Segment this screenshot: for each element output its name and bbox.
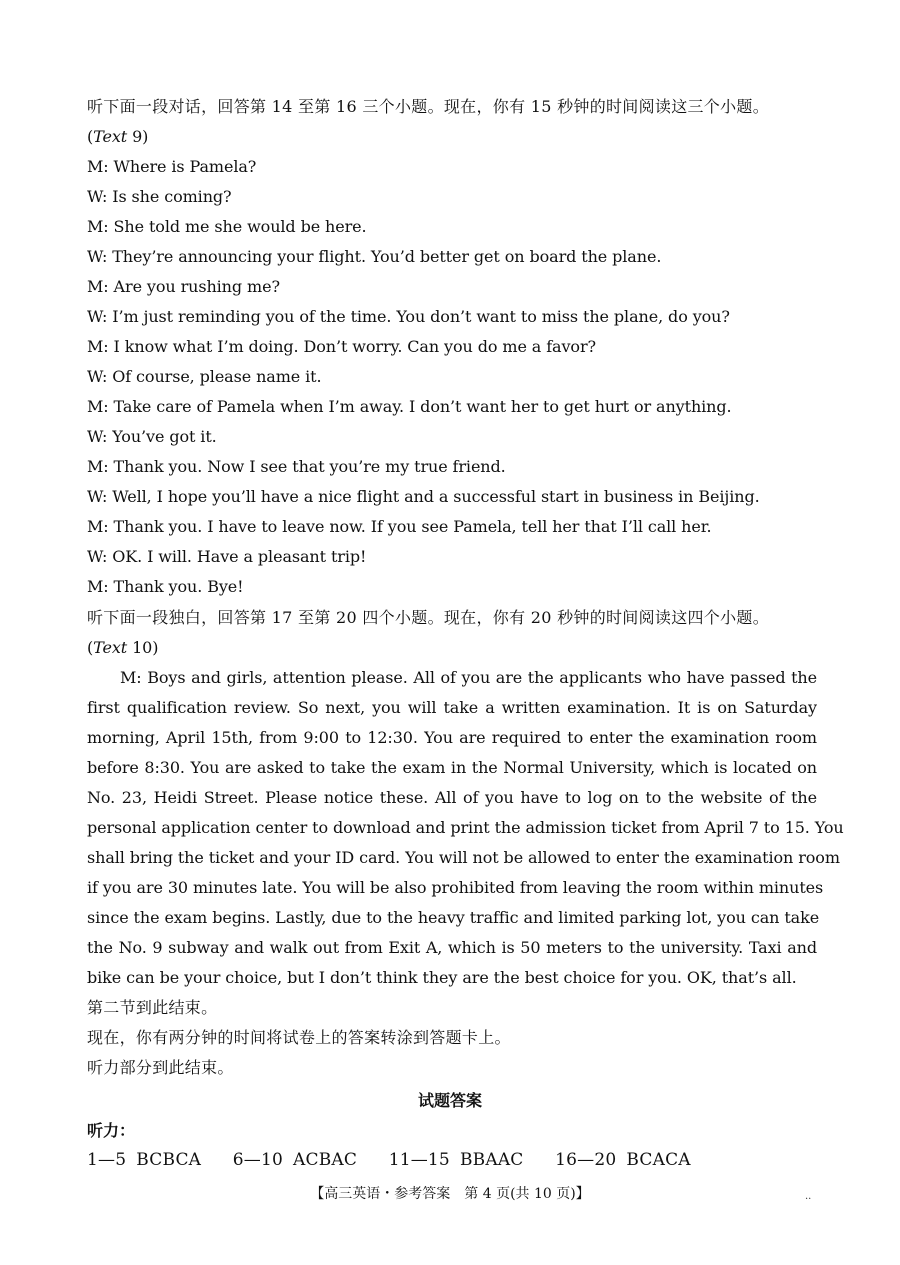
dialogue-line: M: I know what I’m doing. Don’t worry. Can you do me a favor? [87, 337, 596, 356]
dialogue-line: W: They’re announcing your flight. You’d better get on board the plane. [87, 247, 662, 266]
answers-title: 试题答案 [417, 1091, 482, 1110]
dialogue-line: W: You’ve got it. [87, 427, 217, 446]
answer-row [87, 1148, 701, 1172]
closing-line: 现在，你有两分钟的时间将试卷上的答案转涂到答题卡上。 [87, 1028, 511, 1047]
dialogue-line: M: Take care of Pamela when I’m away. I don’t want her to get hurt or anything. [87, 397, 732, 416]
text9-label: (Text 9) [87, 127, 149, 146]
listening-label: 听力： [87, 1121, 136, 1140]
monologue-line: first qualification review. So next, you will take a written examination. It is on Saturday [87, 698, 817, 717]
monologue-line: the No. 9 subway and walk out from Exit A, which is 50 meters to the university. Taxi and [87, 938, 817, 957]
text9-instruction: 听下面一段对话，回答第 14 至第 16 三个小题。现在，你有 15 秒钟的时间阅读这三个小题。 [87, 97, 769, 116]
dialogue-line: M: She told me she would be here. [87, 217, 367, 236]
monologue-line: if you are 30 minutes late. You will be also prohibited from leaving the room within minutes [87, 878, 824, 897]
corner-mark: .. [805, 1191, 812, 1202]
monologue-line: No. 23, Heidi Street. Please notice these. All of you have to log on to the website of the [87, 788, 817, 807]
text10-label: (Text 10) [87, 638, 159, 657]
monologue-line: before 8:30. You are asked to take the exam in the Normal University, which is located on [87, 758, 817, 777]
answer-value: ACBAC [293, 1150, 358, 1170]
page-footer: 【高三英语・参考答案 第 4 页(共 10 页)】 [310, 1186, 590, 1202]
answer-range: 6—10 [232, 1150, 284, 1170]
dialogue-line: W: Well, I hope you’ll have a nice flight and a successful start in business in Beijing. [87, 487, 760, 506]
answer-value: BCBCA [136, 1150, 202, 1170]
dialogue-line: M: Thank you. Bye! [87, 577, 244, 596]
dialogue-line: W: OK. I will. Have a pleasant trip! [87, 547, 367, 566]
closing-line: 听力部分到此结束。 [87, 1058, 234, 1077]
monologue-line: bike can be your choice, but I don’t think they are the best choice for you. OK, that’s all. [87, 968, 797, 987]
dialogue-line: M: Are you rushing me? [87, 277, 280, 296]
monologue-line: morning, April 15th, from 9:00 to 12:30. You are required to enter the examination room [87, 728, 817, 747]
dialogue-line: M: Thank you. Now I see that you’re my true friend. [87, 457, 506, 476]
answer-range: 1—5 [87, 1150, 127, 1170]
monologue-line: M: Boys and girls, attention please. All of you are the applicants who have passed the [120, 668, 817, 687]
answer-value: BBAAC [459, 1150, 524, 1170]
dialogue-line: W: Of course, please name it. [87, 367, 322, 386]
monologue-line: shall bring the ticket and your ID card. You will not be allowed to enter the examination room [87, 848, 840, 867]
answer-value: BCACA [626, 1150, 691, 1170]
dialogue-line: W: Is she coming? [87, 187, 232, 206]
monologue-line: since the exam begins. Lastly, due to the heavy traffic and limited parking lot, you can take [87, 908, 820, 927]
dialogue-line: M: Thank you. I have to leave now. If you see Pamela, tell her that I’ll call her. [87, 517, 712, 536]
dialogue-line: W: I’m just reminding you of the time. You don’t want to miss the plane, do you? [87, 307, 730, 326]
monologue-line: personal application center to download and print the admission ticket from April 7 to 15. You [87, 818, 844, 837]
answer-range: 11—15 [388, 1150, 450, 1170]
answer-range: 16—20 [555, 1150, 617, 1170]
dialogue-line: M: Where is Pamela? [87, 157, 257, 176]
closing-line: 第二节到此结束。 [87, 998, 218, 1017]
text10-instruction: 听下面一段独白，回答第 17 至第 20 四个小题。现在，你有 20 秒钟的时间阅读这四个小题。 [87, 608, 769, 627]
